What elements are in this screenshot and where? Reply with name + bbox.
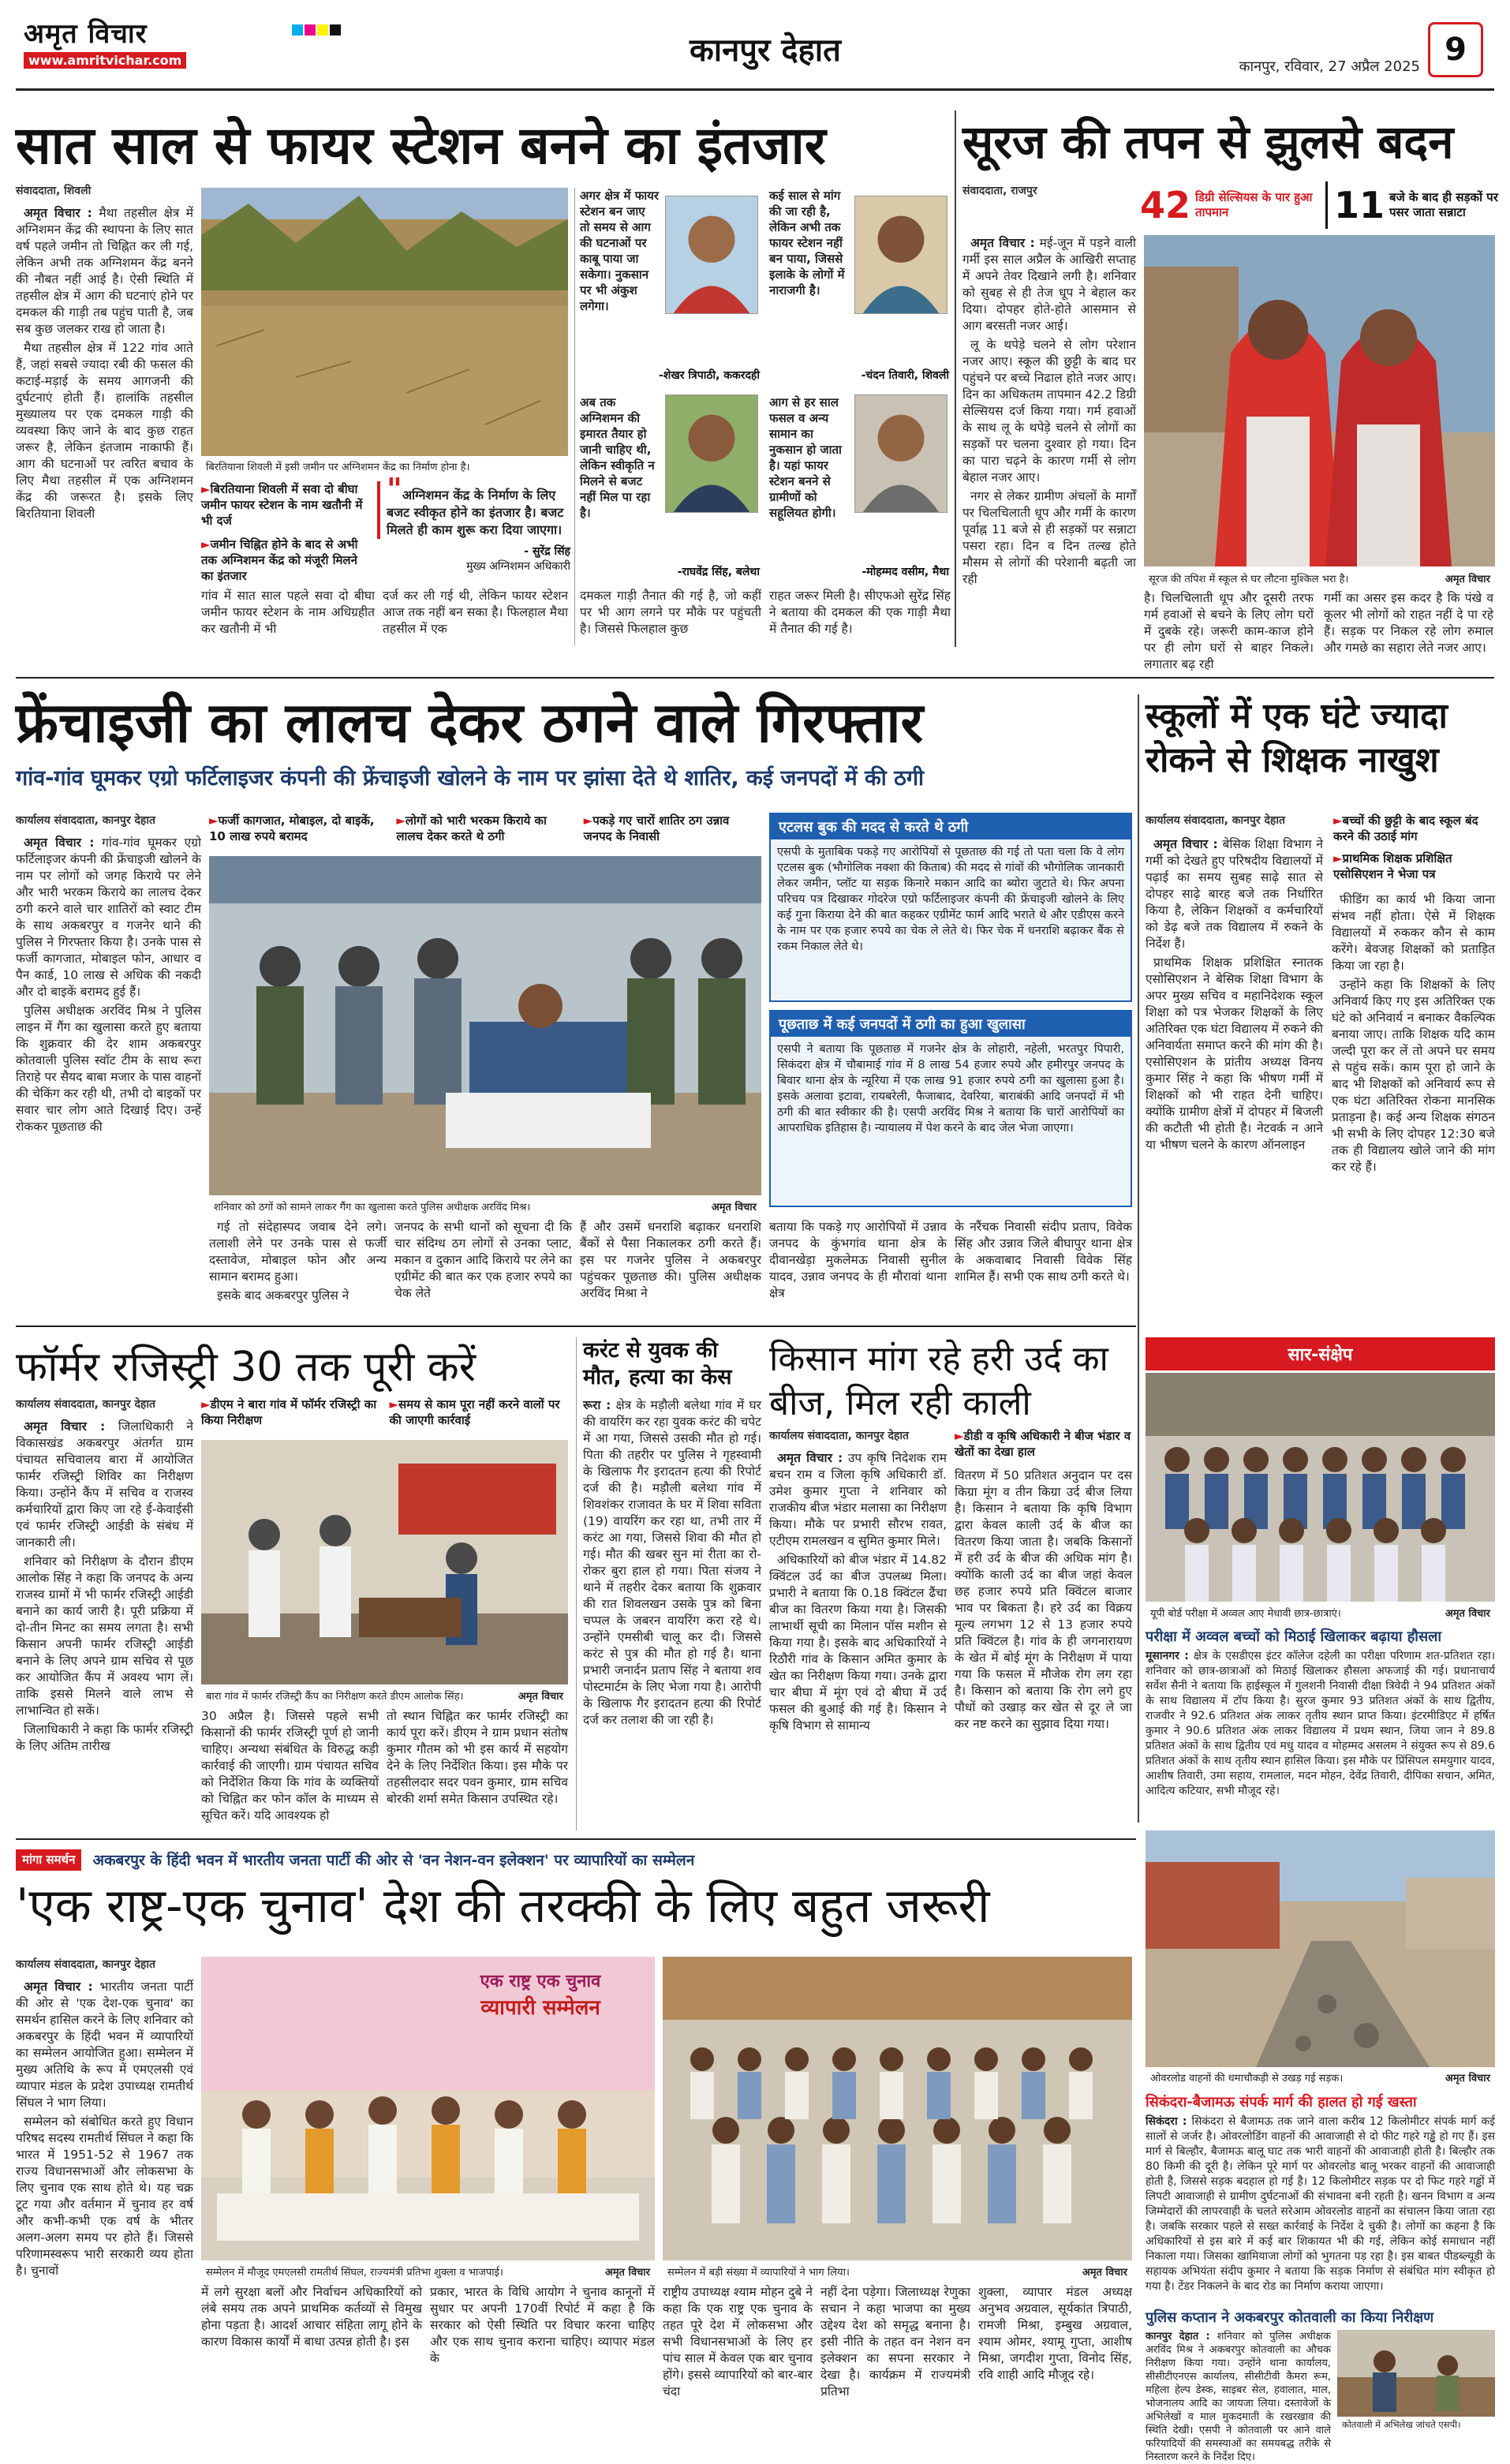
fire-quote-4-name: -मोहम्मद वसीम, मैथा	[862, 566, 949, 578]
fire-body3: गांव में सात साल पहले सवा दो बीघा जमीन फायर स्टेशन के नाम अधिग्रहीत कर खतौनी में भी	[201, 589, 375, 636]
franchise-box1-text: एसपी के मुताबिक पकड़े गए आरोपियों से पूछताछ की गई तो पता चला कि वे लोग एटलस बुक (भौगोलिक नक्शा की किताब) की मदद से गांवों की भौगोलिक जानकारी लेकर जमीन, प्लॉट या सड़क किनारे मकान आदि का ब्योरा जुटाते थे। फिर अपना परिचय पत्र दिखाकर गोदरेज एग्रो फर्टिलाइजर कंपनी की फ्रेंचाइजी खोलने के लिए कई गुना किराया देने की बात कहकर एग्रीमेंट फार्म आदि भराते थे और एडीएस करने के नाम पर एक हजार रुपये का चेक ले लेते थे। फिर चेक में धनराशि बढ़ाकर बैंक से रकम निकाल लेते थे।	[777, 846, 1124, 953]
sar-item-2-title: सिकंदरा-बैजामऊ संपर्क मार्ग की हालत हो गई खस्ता	[1146, 2094, 1417, 2111]
sar-photo-1	[1146, 1373, 1495, 1602]
heat-byline: संवाददाता, राजपुर	[962, 185, 1037, 197]
heat-headline: सूरज की तपन से झुलसे बदन	[962, 115, 1454, 169]
farmer-bullets	[201, 1397, 568, 1428]
school-body3: फीडिंग का कार्य भी किया जाना संभव नहीं होता। ऐसे में शिक्षक विद्यालयों में रुककर कौन से काम करेंगे। बेवजह शिक्षकों को प्रताड़ित किया जा रहा है।	[1332, 892, 1495, 973]
seed-bullet: ► डीडी व कृषि अधिकारी ने बीज भंडार व खेतों का देखा हाल	[955, 1428, 1132, 1460]
farmer-byline: कार्यालय संवाददाता, कानपुर देहात	[16, 1398, 155, 1411]
election-byline: कार्यालय संवाददाता, कानपुर देहात	[16, 1958, 155, 1971]
logo-text: अमृत विचार	[24, 18, 148, 50]
heat-body2: लू के थपेड़े चलने से लोग परेशान नजर आए। स्कूल की छुट्टी के बाद घर पहुंचने पर बच्चे निढाल होते नजर आए। दिन का अधिकतम तापमान 42.2 डिग्री सेल्सियस दर्ज किया गया। गर्म हवाओं के साथ लू के थपेड़े चलने से लोगों का सड़कों पर चलना दुश्वार हो गया। दिन का पारा चढ़ने के कारण गर्मी से लोग बेहाल नजर आए।	[962, 338, 1136, 484]
heat-body5: गर्मी का असर इस कदर है कि पंखे व कूलर भी लोगों को राहत नहीं दे पा रहे हैं। सड़क पर निकल रहे लोग रुमाल और गमछे का सहारा लेते नजर आए।	[1324, 591, 1493, 655]
sar-photo-2-caption	[1146, 2069, 1495, 2086]
fire-quote-2-portrait	[854, 196, 947, 314]
franchise-headline: फ्रेंचाइजी का लालच देकर ठगने वाले गिरफ्तार	[16, 690, 924, 755]
farmer-photo-caption	[201, 1687, 568, 1704]
heat-lead: अमृत विचार :	[970, 236, 1035, 250]
fire-official-quote-text: अग्निशमन केंद्र के निर्माण के लिए बजट स्वीकृत होने का इंतजार है। बजट मिलते ही काम शुरू करा दिया जाएगा।	[387, 488, 564, 537]
seed-body3: वितरण में 50 प्रतिशत अनुदान पर दस किग्रा मूंग व तीन किग्रा उर्द बीज लिया है। किसान ने बताया कि कृषि विभाग द्वारा केवल काली उर्द के बीज का वितरण किया जाता है। जबकि किसानों में हरी उर्द के बीज की अधिक मांग है। क्योंकि काली उर्द का बीज जहां केवल छह हजार रुपये प्रति क्विंटल बाजार भाव पर बिकता है। हरे उर्द का विक्रय मूल्य लगभग 12 से 13 हजार रुपये प्रति क्विंटल है। गांव के ही जगनारायण के खेत में बोई मूंग के निरीक्षण में पाया गया कि फसल में मौजेक रोग लग रहा है। किसान को बताया कि रोग लगे हुए पौधों को उखाड़ कर खेत से दूर ले जा कर नष्ट करने का सुझाव दिया गया।	[955, 1468, 1132, 1731]
fire-photo-caption-text: बिरतियाना शिवली में इसी जमीन पर अग्निशमन केंद्र का निर्माण होना है।	[206, 462, 470, 473]
fire-quote-3-portrait	[665, 394, 758, 513]
election-photo-1-caption	[201, 2263, 655, 2280]
rule-3	[16, 1838, 1136, 1840]
franchise-body8: के नरैंचक निवासी संदीप प्रताप, विवेक सिंह और उन्नाव जिले बीघापुर थाना क्षेत्र के अकवाबाद निवासी विवेक सिंह शामिल हैं। सभी एक साथ ठगी करते थे।	[955, 1220, 1132, 1284]
election-photo-2-caption-text: सम्मेलन में बड़ी संख्या में व्यापारियों ने भाग लिया।	[667, 2267, 850, 2279]
sar-photo-3-caption	[1337, 2417, 1495, 2432]
sar-item-1-text: क्षेत्र के एसडीएस इंटर कॉलेज दहेली का परीक्षा परिणाम शत-प्रतिशत रहा। शनिवार को छात्र-छात्राओं को मिठाई खिलाकर हौसला अफजाई की गई। प्रधानाचार्य सर्वेश सैनी ने बताया कि हाईस्कूल में गुलशनी निवासी दीक्षा त्रिवेदी ने 94 प्रतिशत अंकों के साथ विद्यालय में टॉप किया है। सुरज कुमार 93 प्रतिशत अंकों के साथ द्वितीय, राजवीर ने 92.6 प्रतिशत अंक लाकर तृतीय स्थान प्राप्त किया। इंटरमीडिएट में हर्षित कुमार ने 90.6 प्रतिशत अंक लाकर विद्यालय में प्रथम स्थान, जिया जान ने 89.8 प्रतिशत अंकों के साथ द्वितीय एवं मधु यादव व मोहम्मद असलम ने संयुक्त रूप से 89.6 प्रतिशत अंकों के साथ तृतीय स्थान हासिल किया। इस मौके पर प्रिंसिपल समयुगार यादव, आशीष तिवारी, उमा सहाय, रामलाल, मदन मोहन, देवेंद्र तिवारी, दीपिका सचान, अमित, आदित्य कटियार, सभी मौजूद रहे।	[1146, 1650, 1496, 1797]
seed-lead: अमृत विचार :	[777, 1451, 843, 1465]
fire-bullet-2: ► जमीन चिह्नित होने के बाद से अभी तक अग्निशमन केंद्र को मंजूरी मिलने का इंतजार	[201, 537, 367, 584]
school-body4: उन्होंने कहा कि शिक्षकों के लिए अनिवार्य किए गए इस अतिरिक्त एक घंटे को अनिवार्य न बनाकर वैकल्पिक बनाया जाए। ताकि शिक्षक यदि काम जल्दी पूरा कर लें तो अपने घर समय से पहुंच सकें। काम पूरा हो जाने के बाद भी शिक्षकों को अनिवार्य रूप से एक घंटा अतिरिक्त रोकना मानसिक प्रताड़ना है। कई अन्य शिक्षक संगठन भी सभी के लिए दोपहर 12:30 बजे तक ही विद्यालय खोले जाने की मांग कर रहे हैं।	[1332, 978, 1495, 1174]
dateline: कानपुर, रविवार, 27 अप्रैल 2025	[1239, 58, 1420, 75]
fire-quotes-grid	[580, 188, 951, 582]
sar-item-1-title: परीक्षा में अव्वल बच्चों को मिठाई खिलाकर बढ़ाया हौसला	[1146, 1628, 1441, 1645]
election-photo-2-credit: अमृत विचार	[1082, 2267, 1127, 2279]
heat-photo-caption-text: सूरज की तपिश में स्कूल से घर लौटना मुश्किल भरा है।	[1149, 574, 1349, 585]
site-url[interactable]: www.amritvichar.com	[24, 52, 186, 69]
fire-bullets	[201, 481, 367, 584]
election-lead: अमृत विचार :	[24, 1980, 93, 1994]
school-lead: अमृत विचार :	[1153, 837, 1218, 851]
fire-quote-1-text: अगर क्षेत्र में फायर स्टेशन बन जाए तो समय से आग की घटनाओं पर काबू पाया जा सकेगा। नुकसान पर भी अंकुश लगेगा।	[580, 189, 659, 313]
fire-body1: मैथा तहसील क्षेत्र में अग्निशमन केंद्र की स्थापना के लिए सात वर्ष पहले जमीन तो चिह्नित कर ली गई, लेकिन अभी तक अग्निशमन केंद्र बनने की नौबत नहीं आई है। ऐसी स्थिति में तहसील क्षेत्र में आग की घटनाएं होने पर दमकल की गाड़ी तब पहुंच पाती है, जब सब कुछ जलकर राख हो जाता है।	[16, 206, 193, 336]
farmer-photo-credit: अमृत विचार	[518, 1691, 563, 1703]
franchise-body5: जनपद के सभी थानों को सूचना दी कि चार संदिग्ध ठग लोगों से उनका प्लाट, मकान व दुकान आदि किराये पर लेने का एग्रीमेंट की बात कर एक हजार रुपये का चेक लेते	[394, 1220, 572, 1300]
sar-photo-1-caption	[1146, 1604, 1495, 1621]
sar-header-text: सार-संक्षेप	[1288, 1345, 1353, 1365]
election-topbar	[16, 1846, 1136, 1873]
heat-body4: है। चिलचिलाती धूप और दूसरी तरफ गर्म हवाओं से बचने के लिए लोग घरों में दुबके रहे। जरूरी काम-काज होने पर ही लोग घरों से बाहर निकले। लगातार बढ़ रही	[1144, 591, 1314, 671]
fire-body5: दमकल गाड़ी तैनात की गई है, जो कहीं पर भी आग लगने पर मौके पर पहुंचती है। जिससे फिलहाल कुछ	[580, 589, 761, 636]
sar-item-1-text-wrap	[1146, 1649, 1495, 1823]
election-headline: 'एक राष्ट्र-एक चुनाव' देश की तरक्की के लिए बहुत जरूरी	[16, 1879, 990, 1934]
farmer-body-col1	[16, 1419, 193, 1829]
franchise-photo	[209, 856, 761, 1195]
franchise-bullet-1: ► फर्जी कागजात, मोबाइल, दो बाइकें, 10 लाख रुपये बरामद	[209, 813, 387, 844]
sar-photo-3-caption-text: कोतवाली में अभिलेख जांचते एसपी।	[1342, 2419, 1461, 2430]
masthead	[0, 0, 1510, 95]
murder-box	[576, 1337, 761, 1830]
farmer-body1: जिलाधिकारी ने विकासखंड अकबरपुर अंतर्गत ग्राम पंचायत सचिवालय बारा में आयोजित फार्मर रजिस्ट्री शिविर का निरीक्षण किया। उन्होंने कैंप में सचिव व राजस्व कर्मचारियों द्वारा किए जा रहे ई-केवाईसी एवं फार्मर रजिस्ट्री आईडी के संबंध में जानकारी ली।	[16, 1419, 193, 1550]
election-tag: मांगा समर्थन	[16, 1849, 81, 1871]
fire-divider	[574, 188, 575, 645]
seed-byline: कार्यालय संवाददाता, कानपुर देहात	[769, 1430, 909, 1442]
fire-quote-1-portrait	[665, 196, 758, 314]
farmer-lead: अमृत विचार :	[24, 1419, 106, 1434]
sar-item-1-place: मूसानगर :	[1146, 1650, 1189, 1662]
franchise-body7: बताया कि पकड़े गए आरोपियों में उन्नाव जनपद के कुंभगांव थाना क्षेत्र के दीवानखेड़ा मुकलेमऊ निवासी सुनील यादव, उन्नाव जनपद के ही मौरावां थाना क्षेत्र	[769, 1220, 947, 1300]
franchise-box1-title: एटलस बुक की मदद से करते थे ठगी	[771, 814, 1131, 839]
election-poster-text: एक राष्ट्र एक चुनाव	[480, 1972, 601, 1991]
fire-quote-4	[769, 394, 951, 584]
fire-official-name: - सुरेंद्र सिंह	[524, 545, 570, 558]
col-divider-mid	[1138, 694, 1139, 1823]
heat-stat-1-text: डिग्री सेल्सियस के पार हुआ तापमान	[1195, 190, 1313, 219]
franchise-probe-box	[769, 1010, 1132, 1207]
franchise-lead: अमृत विचार :	[24, 836, 95, 850]
sar-photo-1-credit: अमृत विचार	[1445, 1608, 1490, 1620]
fire-lead: अमृत विचार :	[24, 206, 92, 220]
heat-stat-1-num: 42	[1140, 184, 1191, 226]
sar-photo-2	[1146, 1830, 1495, 2067]
farmer-photo	[201, 1440, 568, 1684]
sar-item-3-title: पुलिस कप्तान ने अकबरपुर कोतवाली का किया निरीक्षण	[1146, 2309, 1434, 2326]
franchise-bullets	[209, 813, 761, 844]
election-body1: भारतीय जनता पार्टी की ओर से 'एक देश-एक चुनाव' का समर्थन हासिल करने के लिए शनिवार को अकबरपुर के हिंदी भवन में व्यापारियों का सम्मेलन आयोजित हुआ। सम्मेलन में मुख्य अतिथि के रूप में एमएलसी एवं व्यापार मंडल के प्रदेश उपाध्यक्ष रामतीर्थ सिंघल ने भाग लिया।	[16, 1980, 193, 2110]
header-rule	[16, 88, 1494, 91]
election-topline: अकबरपुर के हिंदी भवन में भारतीय जनता पार्टी की ओर से 'वन नेशन-वन इलेक्शन' पर व्यापारियों का सम्मेलन	[92, 1852, 695, 1869]
fire-official-box	[377, 472, 570, 574]
election-body-col1	[16, 1979, 193, 2436]
sar-photo-3	[1337, 2330, 1495, 2417]
fire-official-title: मुख्य अग्निशमन अधिकारी	[466, 560, 570, 573]
fire-photo-caption	[201, 458, 568, 475]
page-number: 9	[1428, 22, 1483, 77]
election-photo-1-caption-text: सम्मेलन में मौजूद एमएलसी रामतीर्थ सिंघल, राज्यमंत्री प्रतिभा शुक्ला व भाजपाई।	[206, 2267, 503, 2279]
sar-item-3-text-wrap	[1146, 2330, 1331, 2463]
sar-item-2-place: सिकंदरा :	[1146, 2115, 1187, 2128]
fire-quote-1	[580, 188, 761, 385]
farmer-body2: शनिवार को निरीक्षण के दौरान डीएम आलोक सिंह ने कहा कि जनपद के अन्य राजस्व ग्रामों में भी फार्मर रजिस्ट्री आईडी बनाने का कार्य जारी है। पूरी प्रक्रिया में दो-तीन मिनट का समय लगता है। सभी किसान अपनी फार्मर रजिस्ट्री आईडी बनाने के लिए अपने ग्राम सचिव से पूछ कर आयोजित कैंप में अवश्य भाग लें। ताकि इससे मिलने वाले लाभ से लाभान्वित हो सकें।	[16, 1554, 193, 1718]
sar-item-2-text-wrap	[1146, 2114, 1495, 2304]
election-body2: सम्मेलन को संबोधित करते हुए विधान परिषद सदस्य रामतीर्थ सिंघल ने कहा कि भारत में 1951-52 से 1967 तक राज्य विधानसभाओं और लोकसभा के लिए चुनाव एक साथ होते थे। यह चक्र टूट गया और वर्तमान में चुनाव हर वर्ष और कभी-कभी एक वर्ष के भीतर अलग-अलग समय पर होते हैं। जिससे परिणामस्वरूप भारी सरकारी व्यय होता है। चुनावों	[16, 2114, 193, 2278]
election-body4: प्रकार, भारत के विधि आयोग ने चुनाव कानूनों में सुधार पर अपनी 170वीं रिपोर्ट में कहा है कि सरकार को ऐसी स्थिति पर विचार करना चाहिए और एक साथ चुनाव कराना चाहिए। व्यापार मंडल के	[430, 2285, 655, 2365]
heat-photo-credit: अमृत विचार	[1445, 574, 1490, 585]
election-body5: राष्ट्रीय उपाध्यक्ष श्याम मोहन दुबे ने कहा कि एक राष्ट्र एक चुनाव के तहत पूरे देश में लोकसभा और सभी विधानसभाओं के लिए हर पांच साल में केवल एक बार चुनाव होंगे। इससे व्यापारियों को बार-बार चंदा	[663, 2285, 813, 2399]
fire-quote-2-name: -चंदन तिवारी, शिवली	[861, 369, 949, 382]
franchise-bullet-2: ► लोगों को भारी भरकम किराये का लालच देकर करते थे ठगी	[396, 813, 574, 844]
murder-lead: रूरा :	[583, 1398, 611, 1412]
franchise-subheadline: गांव-गांव घूमकर एग्रो फर्टिलाइजर कंपनी की फ्रेंचाइजी खोलने के नाम पर झांसा देते थे शातिर, कई जनपदों में की ठगी	[16, 766, 925, 791]
farmer-body3: जिलाधिकारी ने कहा कि फार्मर रजिस्ट्री के लिए अंतिम तारीख	[16, 1722, 193, 1753]
franchise-col2	[209, 1219, 387, 1314]
school-bullets	[1333, 813, 1495, 882]
school-body2: प्राथमिक शिक्षक प्रशिक्षित स्नातक एसोसिएशन ने बेसिक शिक्षा विभाग के अपर मुख्य सचिव व महानिदेशक स्कूल शिक्षा को पत्र भेजकर शिक्षकों के लिए अतिरिक्त एक घंटा विद्यालय में रुकने की अनिवार्यता समाप्त करने की मांग की है। एसोसिएशन के प्रांतीय अध्यक्ष विनय कुमार सिंह ने कहा कि भीषण गर्मी में शिक्षकों को भी राहत देनी चाहिए। क्योंकि ग्रामीण क्षेत्रों में दोपहर में बिजली की कटौती भी होती है। नेटवर्क न आने या भीषण चलने के कारण ऑनलाइन	[1146, 955, 1323, 1152]
rule-1	[16, 677, 1494, 679]
school-headline: स्कूलों में एक घंटे ज्यादा रोकने से शिक्षक नाखुश	[1146, 696, 1448, 780]
heat-body1: मई-जून में पड़ने वाली गर्मी इस साल अप्रैल के आखिरी सप्ताह में अपने तेवर दिखाने लगी है। शनिवार को सुबह से ही तेज धूप ने बेहाल कर दिया। दोपहर होते-होते आसमान से आग बरसती नजर आई।	[962, 236, 1136, 333]
election-body6: नहीं देना पड़ेगा। जिलाध्यक्ष रेणुका सचान ने कहा भाजपा का मुख्य उद्देश्य देश को समृद्ध बनाना है। इसी नीति के तहत वन नेशन वन इलेक्शन का सपना सरकार ने देखा है। कार्यक्रम में राज्यमंत्री प्रतिभा	[820, 2285, 970, 2399]
fire-body4: दर्ज कर ली गई थी, लेकिन फायर स्टेशन आज तक नहीं बन सका है। फिलहाल मैथा तहसील में एक	[383, 589, 568, 636]
fire-quote-1-name: -शेखर त्रिपाठी, ककरदही	[659, 369, 760, 382]
franchise-box2-title: पूछताछ में कई जनपदों में ठगी का हुआ खुलासा	[771, 1011, 1131, 1037]
franchise-body1: गांव-गांव घूमकर एग्रो फर्टिलाइजर कंपनी की फ्रेंचाइजी खोलने के नाम पर लोगों को जगह किराये पर लेने और भारी भरकम किराये का लालच देकर ठगी करने वाले चार शातिरों को स्वाट टीम के साथ अकबरपुर व गजनेर थाने की पुलिस ने गिरफ्तार किया है। उनके पास से फर्जी कागजात, मोबाइल फोन, आधार व पैन कार्ड, 10 लाख से अधिक की नकदी और दो बाइकें बरामद हुई हैं।	[16, 836, 201, 999]
heat-body3: नगर से लेकर ग्रामीण अंचलों के मार्गों पर चिलचिलाती धूप और गर्मी के कारण पूर्वाह्न 11 बजे से ही सड़कों पर सन्नाटा पसरा रहा। दिन व दिन तल्ख होते मौसम से लोगों की परेशानी बढ़ती जा रही	[962, 489, 1136, 586]
sar-item-2-text: सिकंदरा से बैजामऊ तक जाने वाला करीब 12 किलोमीटर संपर्क मार्ग कई सालों से जर्जर है। ओवरलोडिंग वाहनों की आवाजाही से दो फीट गहरे गड्ढे हो गए हैं। इस मार्ग से बिल्हौर, बैजामऊ बालू घाट तक भारी वाहनों की आवाजाही होती है। बिल्हौर तक 80 किमी की दूरी है। लेकिन पूरे मार्ग पर ओवरलोड बालू भरकर वाहनों की आवाजाही होती है, जिससे सड़क बदहाल हो गई है। 12 किलोमीटर सड़क पर दो फिट गहरे गड्ढों में लिपटी आवाजाही से ग्रामीण दुर्घटनाओं की संभावना बनी रहती है। खनन विभाग व अन्य जिम्मेदारों की लापरवाही के चलते सरेआम ओवरलोड वाहनों का संचालन किया जाता रहा है। जबकि सरकार पहले से सख्त कार्रवाई के निर्देश दे चुकी है। लोगों का कहना है कि अधिकारियों से इस बारे में कई बार शिकायत भी की गई, लेकिन कोई समाधान नहीं निकाला गया। जिसका खामियाजा लोगों को भुगतना पड़ रहा है। इस बाबत पीडब्ल्यूडी के सहायक अभियंता संदीप कुमार ने बताया कि सड़क निर्माण से संबंधित मांग स्वीकृत हो गया है। टेंडर निकलने के बाद रोड का निर्माण कराया जाएगा।	[1146, 2115, 1495, 2293]
franchise-body3: गई तो संदेहास्पद जवाब देने लगे। तलाशी लेने पर उनके पास से फर्जी दस्तावेज, मोबाइल फोन और अन्य सामान बरामद हुआ।	[209, 1220, 387, 1284]
election-body7: शुक्ला, व्यापार मंडल अध्यक्ष अनुभव अग्रवाल, सूर्यकांत त्रिपाठी, रामजी मिश्रा, इम्बुख अग्रवाल, श्याम ओमर, श्यामू गुप्ता, आशीष मिश्रा, जगदीश गुप्ता, विनोद सिंह, रवि शाही आदि मौजूद रहे।	[978, 2285, 1132, 2382]
sar-item-3-text: शनिवार को पुलिस अधीक्षक अरविंद मिश्र ने अकबरपुर कोतवाली का औचक निरीक्षण किया गया। उन्होंने थाना कार्यालय, सीसीटीएनएस कार्यालय, सीसीटीवी कैमरा रूम, महिला हेल्प डेस्क, साइबर सेल, हवालात, माल, भोजनालय आदि का जायजा लिया। दस्तावेजों के अभिलेखों व माल मुकदमाती के रखरखाव की स्थिति देखी। एसपी ने कोतवाली पर आने वाले फरियादियों की समस्याओं का समयबद्ध तरीके से निस्तारण करने के निर्देश दिए।	[1146, 2331, 1331, 2463]
sar-header	[1146, 1337, 1495, 1370]
heat-stat-2-num: 11	[1334, 184, 1385, 226]
fire-body6: राहत जरूर मिली है। सीएफओ सुरेंद्र सिंह ने बताया की दमकल की एक गाड़ी मैथा में तैनात की गई है।	[769, 589, 951, 636]
franchise-body6: हैं और उसमें धनराशि बढ़ाकर धनराशि बैंकों से पैसा निकालकर ठगी करते हैं। इस पर गजनेर पुलिस ने अकबरपुर पहुंचकर पूछताछ की। पुलिस अधीक्षक अरविंद मिश्रा ने	[580, 1220, 761, 1300]
school-body-col1	[1146, 836, 1323, 1318]
murder-body-wrap	[583, 1397, 761, 1808]
farmer-bullet-2: ► समय से काम पूरा नहीं करने वालों पर की जाएगी कार्रवाई	[390, 1397, 569, 1428]
school-bullet-1: ► बच्चों की छुट्टी के बाद स्कूल बंद करने की उठाई मांग	[1333, 813, 1495, 844]
seed-body1: उप कृषि निदेशक राम बचन राम व जिला कृषि अधिकारी डॉ. उमेश कुमार गुप्ता ने शनिवार को राजकीय बीज भंडार मलासा का निरीक्षण किया। मौके पर प्रभारी सौरभ रावत, एटीएम रामलखन व सुमित कुमार मिले।	[769, 1451, 947, 1548]
sar-photo-2-caption-text: ओवरलोड वाहनों की धमाचौकड़ी से उखड़ गई सड़क।	[1150, 2073, 1344, 2084]
farmer-body4: 30 अप्रैल है। जिससे पहले सभी किसानों की फार्मर रजिस्ट्री पूर्ण हो जानी चाहिए। अन्यथा संबंधित के विरुद्ध कड़ी कार्रवाई की जाएगी। ग्राम पंचायत सचिव को निर्देशित किया कि गांव के व्यक्तियों को चिह्नित कर फोन कॉल के माध्यम से सूचित करें। यदि आवश्यक हो	[201, 1709, 379, 1823]
sar-photo-2-credit: अमृत विचार	[1445, 2073, 1490, 2084]
heat-photo	[1144, 235, 1495, 566]
heat-body-col1	[962, 235, 1136, 709]
col-divider-right-top	[955, 110, 956, 647]
fire-headline: सात साल से फायर स्टेशन बनने का इंतजार	[16, 115, 826, 176]
farmer-body5: तो स्थान चिह्नित कर फार्मर रजिस्ट्री का कार्य पूरा करें। डीएम ने ग्राम प्रधान संतोष कुमार गौतम को भी इस कार्य में सहयोग देने के लिए निर्देशित किया। इस मौके पर तहसीलदार सदर पवन कुमार, ग्राम सचिव बोरकी शर्मा समेत किसान उपस्थित रहे।	[387, 1709, 568, 1806]
murder-headline: करंट से युवक की मौत, हत्या का केस	[583, 1338, 732, 1389]
franchise-atlas-box	[769, 813, 1132, 1002]
school-byline: कार्यालय संवाददाता, कानपुर देहात	[1146, 814, 1285, 827]
fire-quote-2	[769, 188, 951, 385]
logo[interactable]	[24, 14, 181, 69]
fire-official-quote: "अग्निशमन केंद्र के निर्माण के लिए बजट स्वीकृत होने का इंतजार है। बजट मिलते ही काम शुरू करा दिया जाएगा।	[377, 481, 570, 539]
sar-item-3-place: कानपुर देहात :	[1146, 2331, 1210, 2342]
franchise-body4: इसके बाद अकबरपुर पुलिस ने	[217, 1288, 349, 1303]
election-body3: में लगे सुरक्षा बलों और निर्वाचन अधिकारियों को लंबे समय तक अपने प्राथमिक कर्तव्यों से विमुख होना पड़ता है। आदर्श आचार संहिता लागू होने के कारण विकास कार्यों में बाधा उत्पन्न होती है। इस	[201, 2285, 422, 2349]
heat-stat-2-text: बजे के बाद ही सड़कों पर पसर जाता सन्नाटा	[1389, 190, 1498, 219]
rule-2	[16, 1325, 1136, 1327]
franchise-body-col1	[16, 835, 201, 1308]
franchise-photo-credit: अमृत विचार	[711, 1202, 757, 1213]
franchise-photo-caption	[209, 1198, 761, 1215]
election-photo-1-credit: अमृत विचार	[604, 2267, 650, 2279]
fire-quote-4-text: आग से हर साल फसल व अन्य सामान का नुकसान हो जाता है। यहां फायर स्टेशन बनने से ग्रामीणों को सहूलियत होगी।	[769, 395, 842, 520]
farmer-headline: फॉर्मर रजिस्ट्री 30 तक पूरी करें	[16, 1344, 477, 1391]
farmer-bullet-1: ► डीएम ने बारा गांव में फॉर्मर रजिस्ट्री का किया निरीक्षण	[201, 1397, 380, 1428]
school-body1: बेसिक शिक्षा विभाग ने गर्मी को देखते हुए परिषदीय विद्यालयों में पढ़ाई का समय सुबह साढ़े सात से दोपहर साढ़े बारह बजे तक निर्धारित किया है, लेकिन शिक्षकों व कर्मचारियों को डेढ़ बजे तक विद्यालय में रुकने के निर्देश हैं।	[1146, 837, 1323, 951]
farmer-photo-caption-text: बारा गांव में फार्मर रजिस्ट्री कैंप का निरीक्षण करते डीएम आलोक सिंह।	[206, 1691, 464, 1703]
seed-body-col1	[769, 1450, 947, 1829]
franchise-photo-caption-text: शनिवार को ठगों को सामने लाकर गैंग का खुलासा करते पुलिस अधीक्षक अरविंद मिश्र।	[214, 1202, 531, 1213]
school-bullet-2: ► प्राथमिक शिक्षक प्रशिक्षित एसोसिएशन ने भेजा पत्र	[1333, 851, 1495, 882]
sar-photo-1-caption-text: यूपी बोर्ड परीक्षा में अव्वल आए मेधावी छात्र-छात्राएं।	[1150, 1608, 1341, 1620]
fire-byline: संवाददाता, शिवली	[16, 185, 92, 197]
election-photo-2	[663, 1957, 1132, 2260]
fire-quote-3-text: अब तक अग्निशमन की इमारत तैयार हो जानी चाहिए थी, लेकिन स्वीकृति न मिलने से बजट नहीं मिल पा रहा है।	[580, 395, 655, 520]
murder-body: क्षेत्र के मड़ौली बलेथा गांव में घर की वायरिंग कर रहा युवक करंट की चपेट में आ गया, जिससे उसकी मौत हो गई। पिता की तहरीर पर पुलिस ने गृहस्वामी के खिलाफ गैर इरादतन हत्या की रिपोर्ट दर्ज की है। मड़ौली बलेथा गांव में शिवशंकर राजावत के घर में शिवा सविता (19) वायरिंग कर रहा था, तभी तार में करंट आ गया, जिससे शिवा की मौत हो गई। मौत की खबर सुन मां रीता का रो-रोकर बुरा हाल हो गया। पिता संजय ने थाने में तहरीर देकर बताया कि शुक्रवार की रात शिवलखन उसके पुत्र को बिना चप्पल के जबरन वायरिंग करा रहे थे। उन्होंने एमसीबी चालू कर दी। जिससे करंट से पुत्र की मौत हो गई है। थाना प्रभारी जनार्दन प्रताप सिंह ने बताया शव पोस्टमार्टम के लिए भेजा गया है। आरोपी के खिलाफ गैर इरादतन हत्या की रिपोर्ट दर्ज कर तलाश की जा रही है।	[583, 1398, 761, 1727]
franchise-bullet-3: ► पकड़े गए चारों शातिर ठग उन्नाव जनपद के निवासी	[584, 813, 761, 844]
fire-quote-3-name: -राघवेंद्र सिंह, बलेथा	[677, 566, 760, 578]
franchise-body2: पुलिस अधीक्षक अरविंद मिश्र ने पुलिस लाइन में गैंग का खुलासा करते हुए बताया कि शुक्रवार की देर शाम अकबरपुर कोतवाली पुलिस स्वॉट टीम के साथ रूरा तिराहे पर सैयद बाबा मजार के पास वाहनों की चेकिंग कर रही थी, तभी दो बाइकों पर सवार चार लोग आते दिखाई दिए। उन्हें रोककर पूछताछ की	[16, 1004, 201, 1134]
franchise-byline: कार्यालय संवाददाता, कानपुर देहात	[16, 814, 155, 827]
heat-stat-1	[1140, 181, 1321, 229]
cmyk-strip	[292, 24, 342, 39]
school-body-col2	[1332, 892, 1495, 1318]
fire-quote-2-text: कई साल से मांग की जा रही है, लेकिन अभी तक फायर स्टेशन नहीं बन पाया, जिससे इलाके के लोगों में नाराजगी है।	[769, 189, 845, 297]
franchise-box2-text: एसपी ने बताया कि पूछताछ में गजनेर क्षेत्र के लोहारी, नहेली, भरतपुर पिपारी, सिकंदरा क्षेत्र में चौबामाई गांव में 8 लाख 54 हजार रुपये और हमीरपुर जनपद के बिवार थाना क्षेत्र के न्यूरिया में एक लाख 91 हजार रुपये ठगी का खुलासा हुआ है। इसके अलावा इटावा, रायबरेली, फैजाबाद, देवरिया, बाराबंकी आदि जनपदों में भी ठगी की बात स्वीकार की है। एसपी अरविंद मिश्र ने बताया कि चारों आरोपियों का आपराधिक इतिहास है। न्यायालय में पेश करने के बाद जेल भेजा जाएगा।	[777, 1043, 1124, 1135]
election-photo-2-caption	[663, 2263, 1132, 2280]
heat-stat-2	[1325, 181, 1499, 229]
election-poster-sub: व्यापारी सम्मेलन	[480, 1996, 600, 2020]
seed-body2: अधिकारियों को बीज भंडार में 14.82 क्विंटल उर्द का बीज उपलब्ध मिला। प्रभारी ने बताया कि 0.18 क्विंटल ढैंचा बीज का वितरण किया गया है। जिसकी लाभार्थी सूची का मिलान पॉस मशीन से किया गया है। इसके बाद अधिकारियों ने रिठौरी गांव के किसान अमित कुमार के खेत का निरीक्षण किया गया। उनके द्वारा चार बीघा में मूंग एवं दो बीघा में उर्द फसल की बुआई की गई है। किसान ने कृषि विभाग से सामान्य	[769, 1553, 947, 1733]
fire-land-photo	[201, 188, 568, 456]
heat-photo-caption	[1144, 570, 1495, 587]
fire-body2: मैथा तहसील क्षेत्र में 122 गांव आते हैं, जहां सबसे ज्यादा रबी की फसल की कटाई-मड़ाई के समय आगजनी की दुर्घटनाएं होती हैं। हालांकि तहसील मुख्यालय पर एक दमकल गाड़ी की व्यवस्था किए जाने के बाद कुछ राहत जरूर है, लेकिन इंतजाम नाकाफी हैं। आग की घटनाओं पर त्वरित बचाव के लिए मैथा तहसील में एक अग्निशमन केंद्र की जरूरत है। इसके लिए बिरतियाना शिवली	[16, 341, 193, 521]
seed-headline: किसान मांग रहे हरी उर्द का बीज, मिल रही काली	[769, 1339, 1108, 1423]
fire-bullet-1: ► बिरतियाना शिवली में सवा दो बीघा जमीन फायर स्टेशन के नाम खतौनी में भी दर्ज	[201, 481, 367, 529]
fire-quote-3	[580, 394, 761, 584]
fire-quote-4-portrait	[854, 394, 947, 513]
section-title: कानपुर देहात	[690, 32, 841, 69]
